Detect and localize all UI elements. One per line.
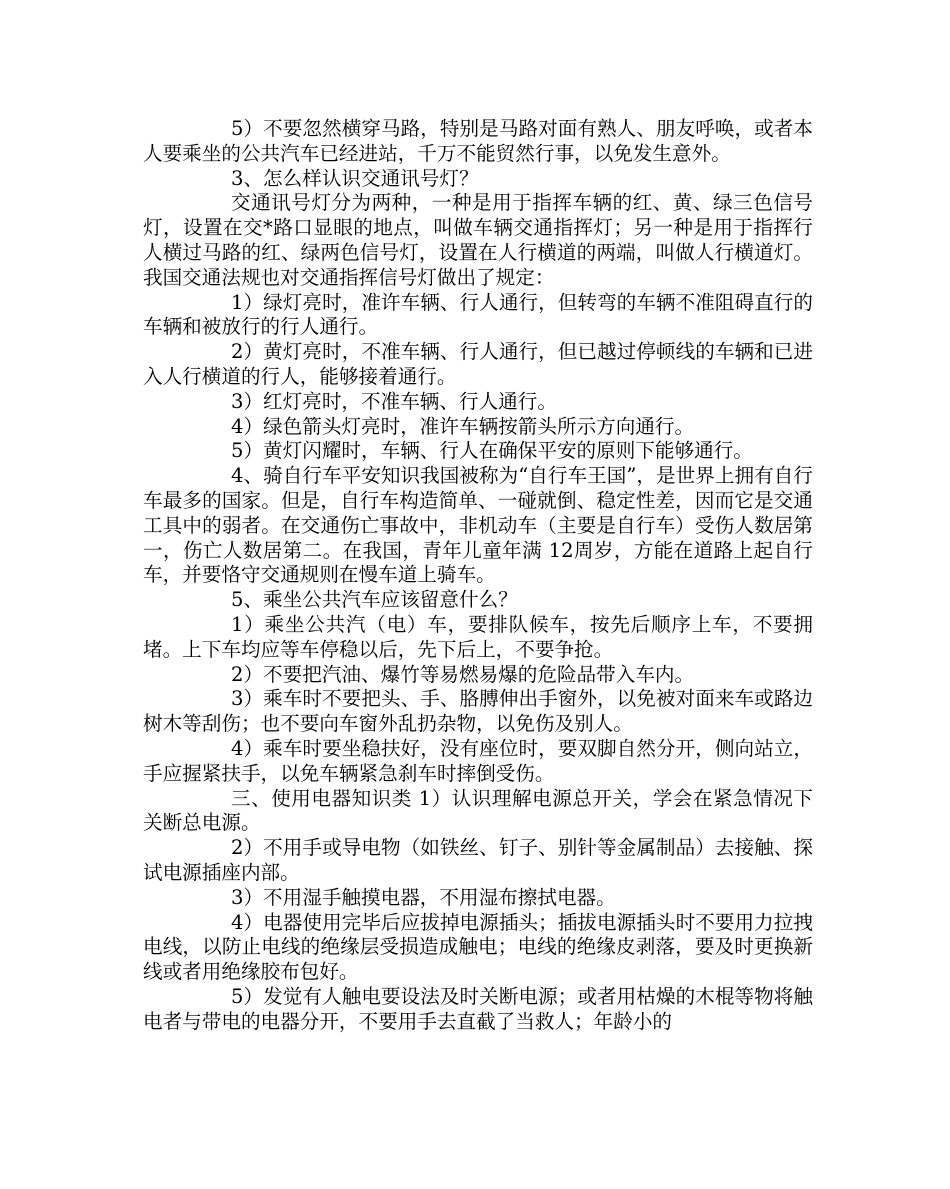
list-item: 3）红灯亮时，不准车辆、行人通行。 — [231, 389, 557, 413]
list-item: 4）绿色箭头灯亮时，准许车辆按箭头所示方向通行。 — [231, 414, 695, 438]
paragraph: 三、使用电器知识类 1）认识理解电源总开关，学会在紧急情况下关断总电源。 — [143, 786, 813, 835]
list-item: 2）黄灯亮时，不准车辆、行人通行，但已越过停顿线的车辆和已进入人行横道的行人，能够接着通行。 — [143, 340, 813, 388]
list-item: 4）电器使用完毕后应拔掉电源插头；插拔电源插头时不要用力拉拽电线，以防止电线的绝缘层受损造成触电；电线的绝缘皮剥落，要及时更换新线或者用绝缘胶布包好。 — [143, 910, 813, 984]
paragraph: 交通讯号灯分为两种，一种是用于指挥车辆的红、黄、绿三色信号灯，设置在交*路口显眼的地点，叫做车辆交通指挥灯；另一种是用于指挥行人横过马路的红、绿两色信号灯，设置在人行横道的两端，叫做人行横道灯。我国交通法规也对交通指挥信号灯做出了规定： — [143, 191, 813, 289]
list-item: 5）黄灯闪耀时，车辆、行人在确保平安的原则下能够通行。 — [231, 439, 753, 463]
paragraph: 5）不要忽然横穿马路，特别是马路对面有熟人、朋友呼唤，或者本人要乘坐的公共汽车已经进站，千万不能贸然行事，以免发生意外。 — [143, 117, 813, 165]
list-item: 2）不用手或导电物（如铁丝、钉子、别针等金属制品）去接触、探试电源插座内部。 — [143, 836, 813, 884]
section-heading: 5、乘坐公共汽车应该留意什么？ — [231, 588, 518, 612]
list-item: 3）不用湿手触摸电器，不用湿布擦拭电器。 — [231, 885, 616, 909]
document-page — [143, 117, 813, 1034]
list-item: 3）乘车时不要把头、手、胳膊伸出手窗外，以免被对面来车或路边树木等刮伤；也不要向车窗外乱扔杂物，以免伤及别人。 — [143, 687, 813, 736]
section-heading: 3、怎么样认识交通讯号灯？ — [231, 166, 479, 190]
list-item: 2）不要把汽油、爆竹等易燃易爆的危险品带入车内。 — [231, 662, 695, 686]
list-item: 1）乘坐公共汽（电）车，要排队候车，按先后顺序上车，不要拥堵。上下车均应等车停稳以后，先下后上，不要争抢。 — [143, 612, 813, 661]
list-item: 5）发觉有人触电要设法及时关断电源；或者用枯燥的木棍等物将触电者与带电的电器分开，不要用手去直截了当救人；年龄小的 — [143, 984, 813, 1033]
list-item: 4）乘车时要坐稳扶好，没有座位时，要双脚自然分开，侧向站立，手应握紧扶手，以免车辆紧急刹车时摔倒受伤。 — [143, 736, 813, 785]
list-item: 1）绿灯亮时，准许车辆、行人通行，但转弯的车辆不准阻碍直行的车辆和被放行的行人通行。 — [143, 290, 813, 339]
paragraph: 4、骑自行车平安知识我国被称为“自行车王国”，是世界上拥有自行车最多的国家。但是，自行车构造简单、一碰就倒、稳定性差，因而它是交通工具中的弱者。在交通伤亡事故中，非机动车（主要是自行车）受伤人数居第一，伤亡人数居第二。在我国，青年儿童年满 12周岁，方能在道路上起自行车，并要恪守交通规则在慢车道上骑车。 — [143, 464, 813, 587]
